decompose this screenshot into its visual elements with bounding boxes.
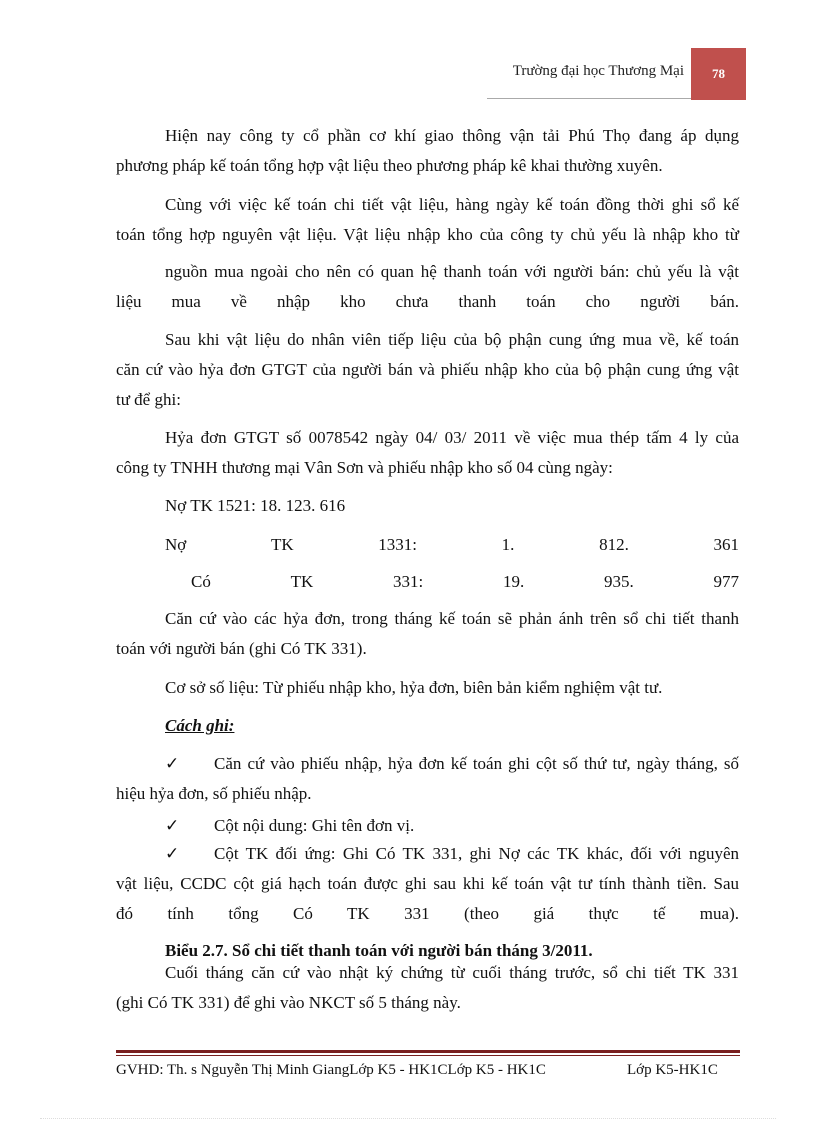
paragraph-line: phương pháp kế toán tổng hợp vật liệu theo phương pháp kê khai thường xuyên. <box>116 156 663 175</box>
footer-divider-thin <box>116 1055 740 1056</box>
entry-cell: 331: <box>393 572 424 591</box>
journal-entry-debit-vat <box>165 535 739 555</box>
entry-cell: 1331: <box>378 535 417 554</box>
entry-cell: Có <box>191 572 211 591</box>
paragraph-line: tư để ghi: <box>116 390 181 409</box>
bullet-text: Căn cứ vào phiếu nhập, hỷa đơn kế toán ghi cột số thứ tư, ngày tháng, số <box>214 754 739 773</box>
paragraph-line: vật liệu, CCDC cột giá hạch toán được ghi sau khi kế toán vật tư tính thành tiền. Sau <box>116 874 739 893</box>
paragraph-line: toán với người bán (ghi Có TK 331). <box>116 639 367 658</box>
paragraph-line: đó tính tổng Có TK 331 (theo giá thực tế mua). <box>116 904 739 923</box>
bullet-text: Cột TK đối ứng: Ghi Có TK 331, ghi Nợ các TK khác, đối với nguyên <box>214 844 739 863</box>
entry-cell: 19. <box>503 572 525 591</box>
check-icon: ✓ <box>165 816 180 835</box>
section-heading-text: Cách ghi: <box>165 716 235 735</box>
entry-cell: 361 <box>713 535 739 554</box>
paragraph-line: hiệu hỷa đơn, số phiếu nhập. <box>116 784 312 803</box>
paragraph-line: Hiện nay công ty cổ phần cơ khí giao thông vận tải Phú Thọ đang áp dụng <box>165 126 739 145</box>
paragraph-line: Cơ sở số liệu: Từ phiếu nhập kho, hỷa đơn, biên bản kiểm nghiệm vật tư. <box>165 678 663 697</box>
paragraph-line: Cuối tháng căn cứ vào nhật ký chứng từ cuối tháng trước, sổ chi tiết TK 331 <box>165 963 739 982</box>
journal-entry-debit: Nợ TK 1521: 18. 123. 616 <box>165 496 346 515</box>
entry-cell: 977 <box>713 572 739 591</box>
paragraph-line: Hỷa đơn GTGT số 0078542 ngày 04/ 03/ 2011 về việc mua thép tấm 4 ly của <box>165 428 739 447</box>
entry-cell: 812. <box>599 535 629 554</box>
paragraph-line: Căn cứ vào các hỷa đơn, trong tháng kế toán sẽ phản ánh trên sổ chi tiết thanh <box>165 609 739 628</box>
entry-cell: 935. <box>604 572 634 591</box>
entry-cell: Nợ <box>165 535 187 554</box>
paragraph-line: liệu mua về nhập kho chưa thanh toán cho người bán. <box>116 292 739 311</box>
bullet-item <box>116 839 739 869</box>
footer-advisor: GVHD: Th. s Nguyễn Thị Minh GiangLớp K5 - HK1CLớp K5 - HK1C <box>116 1062 546 1078</box>
entry-cell: TK <box>270 535 294 554</box>
paragraph-line: căn cứ vào hỷa đơn GTGT của người bán và phiếu nhập kho của bộ phận cung ứng vật <box>116 360 739 379</box>
entry-cell: TK <box>290 572 314 591</box>
footer-class: Lớp K5-HK1C <box>627 1062 718 1078</box>
paragraph-line: Sau khi vật liệu do nhân viên tiếp liệu của bộ phận cung ứng mua về, kế toán <box>165 330 739 349</box>
header-school-name: Trường đại học Thương Mại <box>512 63 684 79</box>
page-bottom-border <box>40 1118 776 1119</box>
paragraph-line: nguồn mua ngoài cho nên có quan hệ thanh toán với người bán: chủ yếu là vật <box>165 262 739 281</box>
header-divider <box>487 98 691 99</box>
check-icon: ✓ <box>165 844 180 863</box>
table-caption: Biểu 2.7. Sổ chi tiết thanh toán với người bán tháng 3/2011. <box>165 941 593 960</box>
footer-divider <box>116 1050 740 1053</box>
check-icon: ✓ <box>165 754 180 773</box>
section-heading <box>116 711 739 741</box>
entry-cell: 1. <box>501 535 515 554</box>
paragraph-line: công ty TNHH thương mại Vân Sơn và phiếu nhập kho số 04 cùng ngày: <box>116 458 613 477</box>
page-number-badge: 78 <box>691 48 746 100</box>
bullet-text: Cột nội dung: Ghi tên đơn vị. <box>214 816 415 835</box>
journal-entry-credit <box>191 572 739 592</box>
paragraph-line: Cùng với việc kế toán chi tiết vật liệu, hàng ngày kế toán đồng thời ghi sổ kế <box>165 195 739 214</box>
paragraph-line: (ghi Có TK 331) để ghi vào NKCT số 5 tháng này. <box>116 993 461 1012</box>
bullet-item <box>116 749 739 779</box>
paragraph-line: toán tổng hợp nguyên vật liệu. Vật liệu nhập kho của công ty chủ yếu là nhập kho từ <box>116 225 739 244</box>
bullet-item <box>116 811 739 841</box>
